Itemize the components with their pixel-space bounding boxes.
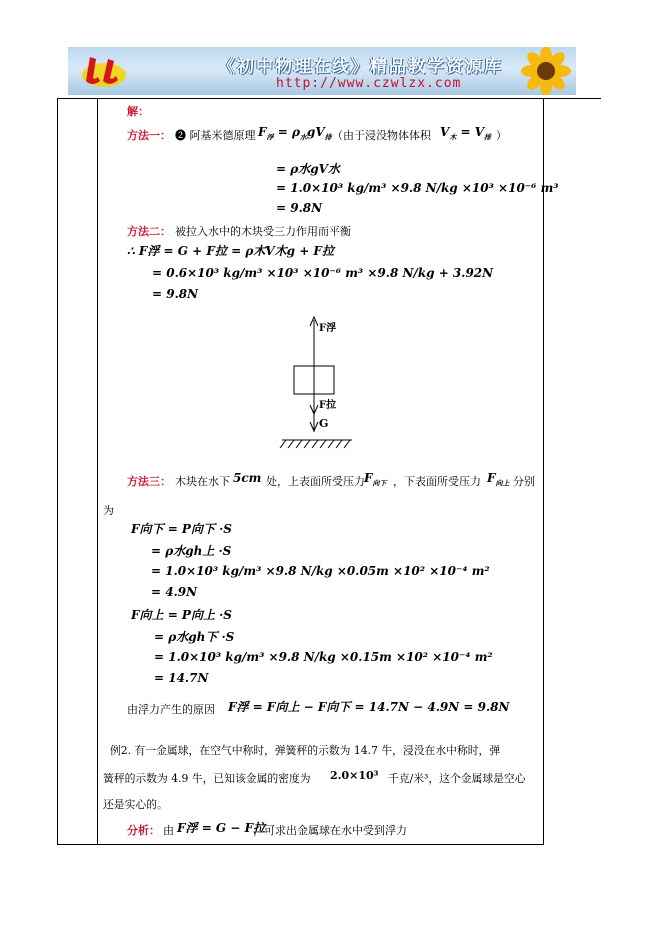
- method2-text: 被拉入水中的木块受三力作用而平衡: [175, 225, 351, 238]
- method1-note-formula: $V_木 = V_排$: [440, 125, 492, 142]
- header-banner: [68, 47, 576, 95]
- method1-note-close: ）: [496, 129, 507, 142]
- cause-text: 由浮力产生的原因: [127, 703, 215, 716]
- method2-line1: ∴ F浮 = G + F拉 = ρ木V木g + F拉: [127, 244, 334, 258]
- method3-line5: F向上 = P向上 ·S: [131, 608, 232, 622]
- example2-line3: 还是实心的。: [103, 798, 168, 811]
- analysis-text-a: 由: [163, 824, 174, 837]
- solution-label: 解：: [127, 105, 149, 118]
- method1-line3: = 1.0×10³ kg/m³ ×9.8 N/kg ×10³ ×10⁻⁶ m³: [276, 181, 559, 195]
- analysis-text-b: ，可求出金属球在水中受到浮力: [253, 824, 407, 837]
- method2-line2: = 0.6×10³ kg/m³ ×10³ ×10⁻⁶ m³ ×9.8 N/kg + 3.92N: [152, 266, 494, 280]
- method3-line6: = ρ水gh下 ·S: [154, 630, 235, 644]
- method1-line4: = 9.8N: [276, 201, 323, 215]
- example2-line2: 簧秤的示数为 4.9 牛，已知该金属的密度为: [103, 772, 311, 785]
- method1-formula: $F_浮 = \rho_水gV_排$: [258, 125, 332, 142]
- example2-density: 2.0×10³: [330, 769, 379, 782]
- method3-wei: 为: [103, 504, 114, 517]
- method3-line8: = 14.7N: [154, 671, 209, 685]
- method1-line2: = ρ水gV水: [276, 162, 340, 176]
- method3-text-b: 处，上表面所受压力: [266, 475, 365, 488]
- analysis-label: 分析：: [127, 824, 160, 837]
- table-divider: [97, 98, 98, 845]
- cause-equation: F浮 = F向上 − F向下 = 14.7N − 4.9N = 9.8N: [228, 700, 510, 714]
- method3-f-down: $F_{向下}$: [364, 471, 387, 488]
- method3-label: 方法三：: [127, 475, 171, 488]
- method2-label: 方法二：: [127, 225, 171, 238]
- banner-url[interactable]: http://www.czwlzx.com: [276, 76, 462, 91]
- method3-text-d: 分别: [513, 475, 535, 488]
- method3-line2: = ρ水gh上 ·S: [151, 544, 232, 558]
- method2-line3: = 9.8N: [152, 287, 199, 301]
- method3-line4: = 4.9N: [151, 585, 198, 599]
- method3-f-up: $F_{向上}$: [487, 471, 510, 488]
- force-pull-label: F拉: [319, 400, 337, 411]
- method3-text-a: 木块在水下: [175, 475, 230, 488]
- analysis-equation: F浮 = G − F拉: [177, 821, 266, 835]
- example2-line1: 例2. 有一金属球，在空气中称时，弹簧秤的示数为 14.7 牛，浸没在水中称时，弹: [110, 744, 501, 757]
- site-logo-icon: [72, 51, 142, 91]
- method3-text-c: ，下表面所受压力: [393, 475, 481, 488]
- force-buoyancy-label: F浮: [319, 323, 337, 334]
- method1-note: （由于浸没物体体积: [332, 129, 431, 142]
- method3-line1: F向下 = P向下 ·S: [131, 522, 232, 536]
- example2-line2-end: 千克/米³，这个金属球是空心: [388, 772, 526, 785]
- method1-label: 方法一：: [127, 129, 171, 142]
- method3-line3: = 1.0×10³ kg/m³ ×9.8 N/kg ×0.05m ×10² ×10⁻⁴ m²: [151, 564, 490, 578]
- force-gravity-label: G: [319, 417, 329, 430]
- sunflower-icon: [506, 47, 576, 95]
- method3-line7: = 1.0×10³ kg/m³ ×9.8 N/kg ×0.15m ×10² ×10⁻⁴ m²: [154, 650, 493, 664]
- banner-title: 《初中物理在线》精品教学资源库: [218, 57, 503, 77]
- method3-depth: 5cm: [233, 471, 262, 485]
- table-divider-right: [544, 98, 601, 99]
- method1-text: ❷ 阿基米德原理: [175, 129, 256, 142]
